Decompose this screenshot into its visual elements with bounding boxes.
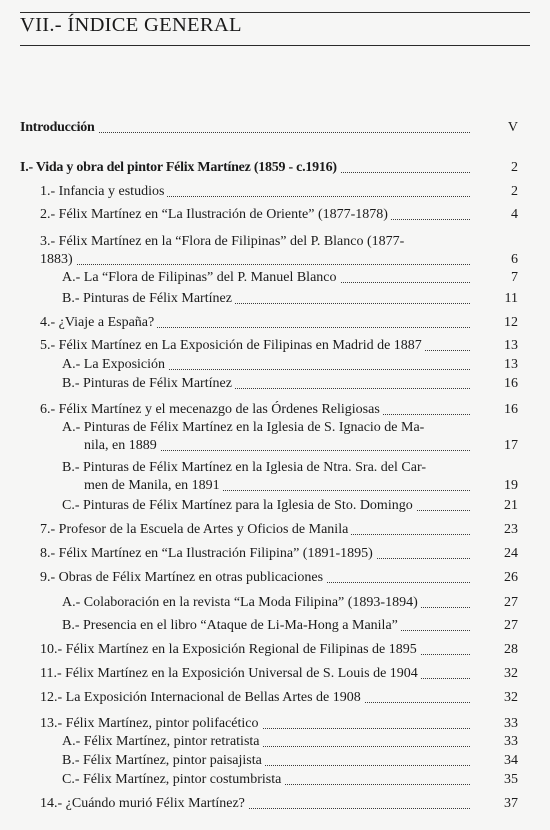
toc-entry-line-leader [62, 616, 470, 636]
toc-entry-title: 3.- Félix Martínez en la “Flora de Filipinas” del P. Blanco (1877- [40, 234, 405, 249]
toc-entry-title: A.- La Exposición [62, 355, 168, 375]
toc-entry-title: 1883) [40, 250, 76, 270]
toc-entry-title: A.- Colaboración en la revista “La Moda Filipina” (1893-1894) [62, 593, 421, 613]
toc-page-number: 32 [504, 690, 518, 705]
toc-entry-title: 6.- Félix Martínez y el mecenazgo de las Órdenes Religiosas [40, 400, 383, 420]
toc-entry-title: 14.- ¿Cuándo murió Félix Martínez? [40, 794, 248, 814]
toc-entry-title: 9.- Obras de Félix Martínez en otras publicaciones [40, 568, 326, 588]
page-title: VII.- ÍNDICE GENERAL [20, 14, 242, 36]
toc-entry-title: nila, en 1889 [84, 436, 160, 456]
toc-entry-line-leader [20, 118, 470, 138]
toc-page-number: 34 [504, 753, 518, 768]
toc-page-number: 13 [504, 338, 518, 353]
toc-page-number: 33 [504, 716, 518, 731]
toc-entry-line-leader [62, 374, 470, 394]
toc-entry-line-leader [40, 205, 470, 225]
toc-entry-line-leader [40, 520, 470, 540]
toc-entry-line-leader [62, 770, 470, 790]
toc-entry-title: A.- La “Flora de Filipinas” del P. Manuel Blanco [62, 268, 340, 288]
toc-entry-title: 8.- Félix Martínez en “La Ilustración Filipina” (1891-1895) [40, 544, 376, 564]
toc-page-number: 16 [504, 376, 518, 391]
toc-page-number: 2 [511, 160, 518, 175]
toc-page-number: V [507, 120, 518, 135]
toc-entry-title: A.- Félix Martínez, pintor retratista [62, 732, 263, 752]
toc-entry-title: B.- Presencia en el libro “Ataque de Li-Ma-Hong a Manila” [62, 616, 401, 636]
toc-page-number: 26 [504, 570, 518, 585]
toc-page-number: 11 [504, 291, 518, 306]
toc-entry-line-leader [40, 688, 470, 708]
toc-entry-title: B.- Pinturas de Félix Martínez en la Iglesia de Ntra. Sra. del Car- [62, 460, 426, 475]
toc-entry-line-leader [62, 289, 470, 309]
toc-page-number: 19 [504, 478, 518, 493]
toc-entry-line-leader [40, 640, 470, 660]
toc-entry-line-leader [40, 664, 470, 684]
toc-page-number: 2 [511, 184, 518, 199]
toc-page-number: 23 [504, 522, 518, 537]
toc-entry-title: 1.- Infancia y estudios [40, 182, 167, 202]
toc-entry-title: men de Manila, en 1891 [84, 476, 223, 496]
toc-entry-line [40, 232, 470, 252]
toc-page-number: 21 [504, 498, 518, 513]
toc-entry-line [62, 418, 470, 438]
toc-entry-line-leader [62, 593, 470, 613]
toc-page-number: 6 [511, 252, 518, 267]
toc-entry-line-leader [84, 436, 470, 456]
toc-entry-title: B.- Félix Martínez, pintor paisajista [62, 751, 265, 771]
toc-page-number: 33 [504, 734, 518, 749]
toc-entry-line-leader [40, 400, 470, 420]
toc-entry-title: B.- Pinturas de Félix Martínez [62, 374, 235, 394]
toc-entry-title: 4.- ¿Viaje a España? [40, 313, 157, 333]
toc-entry-line-leader [40, 794, 470, 814]
toc-page-number: 32 [504, 666, 518, 681]
toc-entry-title: 10.- Félix Martínez en la Exposición Regional de Filipinas de 1895 [40, 640, 420, 660]
toc-page-number: 37 [504, 796, 518, 811]
toc-entry-line [62, 458, 470, 478]
toc-entry-line-leader [40, 250, 470, 270]
toc-page-number: 4 [511, 207, 518, 222]
toc-entry-title: Introducción [20, 118, 98, 138]
toc-page-number: 24 [504, 546, 518, 561]
toc-entry-line-leader [40, 714, 470, 734]
toc-entry-title: A.- Pinturas de Félix Martínez en la Iglesia de S. Ignacio de Ma- [62, 420, 425, 435]
toc-entry-line-leader [62, 268, 470, 288]
toc-entry-line-leader [62, 732, 470, 752]
toc-entry-line-leader [40, 182, 470, 202]
toc-page-number: 12 [504, 315, 518, 330]
toc-entry-title: 12.- La Exposición Internacional de Bellas Artes de 1908 [40, 688, 364, 708]
toc-entry-line-leader [40, 336, 470, 356]
toc-page-number: 7 [511, 270, 518, 285]
toc-page-number: 13 [504, 357, 518, 372]
header-bottom-rule [20, 45, 530, 46]
toc-page-number: 16 [504, 402, 518, 417]
toc-entry-line-leader [40, 544, 470, 564]
toc-entry-title: 7.- Profesor de la Escuela de Artes y Oficios de Manila [40, 520, 351, 540]
toc-entry-title: 5.- Félix Martínez en La Exposición de Filipinas en Madrid de 1887 [40, 336, 425, 356]
toc-entry-title: 13.- Félix Martínez, pintor polifacético [40, 714, 262, 734]
toc-page-number: 28 [504, 642, 518, 657]
toc-entry-line-leader [20, 158, 470, 178]
toc-entry-line-leader [62, 355, 470, 375]
toc-entry-title: I.- Vida y obra del pintor Félix Martínez (1859 - c.1916) [20, 158, 340, 178]
toc-entry-line-leader [62, 751, 470, 771]
toc-entry-title: C.- Pinturas de Félix Martínez para la Iglesia de Sto. Domingo [62, 496, 416, 516]
header-top-rule [20, 12, 530, 13]
toc-entry-title: C.- Félix Martínez, pintor costumbrista [62, 770, 284, 790]
toc-page-number: 27 [504, 618, 518, 633]
toc-page-number: 17 [504, 438, 518, 453]
toc-entry-line-leader [84, 476, 470, 496]
toc-entry-title: 2.- Félix Martínez en “La Ilustración de Oriente” (1877-1878) [40, 205, 391, 225]
toc-entry-line-leader [40, 313, 470, 333]
toc-entry-line-leader [62, 496, 470, 516]
toc-page-number: 35 [504, 772, 518, 787]
toc-entry-line-leader [40, 568, 470, 588]
toc-page-number: 27 [504, 595, 518, 610]
toc-entry-title: B.- Pinturas de Félix Martínez [62, 289, 235, 309]
toc-entry-title: 11.- Félix Martínez en la Exposición Universal de S. Louis de 1904 [40, 664, 421, 684]
